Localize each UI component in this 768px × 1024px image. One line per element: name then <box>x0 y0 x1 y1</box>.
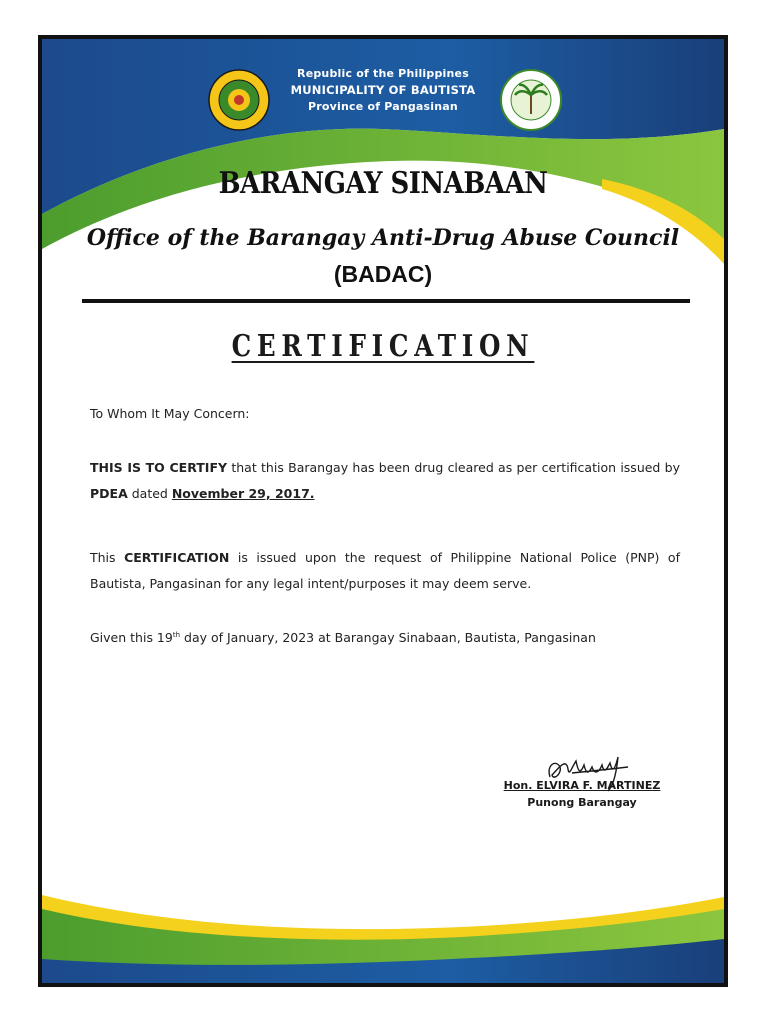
clearance-date: November 29, 2017. <box>171 486 315 501</box>
paragraph-certify <box>90 455 680 507</box>
barangay-title: BARANGAY SINABAAN <box>218 166 548 202</box>
paragraph-given <box>90 625 680 651</box>
given-sup: th <box>172 630 181 639</box>
certify-text: that this Barangay has been drug cleared as per certification issued by <box>227 460 680 475</box>
paragraph-request <box>90 545 680 597</box>
office-title: Office of the Barangay Anti-Drug Abuse Council <box>86 225 680 251</box>
certification-heading <box>103 329 662 364</box>
request-pre: This <box>90 550 125 565</box>
certificate-frame <box>38 35 728 987</box>
signatory-title: Punong Barangay <box>527 796 637 809</box>
header-divider <box>82 299 690 303</box>
request-text: is issued upon the request of Philippine National Police (PNP) of Bautista, Pangasinan for any legal intent/purposes it may deem serve. <box>90 550 680 591</box>
salutation: To Whom It May Concern: <box>90 406 250 421</box>
signatory-block <box>482 779 682 809</box>
province-line: Province of Pangasinan <box>308 100 458 113</box>
badac-acronym: (BADAC) <box>333 261 433 287</box>
request-bold: CERTIFICATION <box>124 550 230 565</box>
given-text: day of January, 2023 at Barangay Sinabaan, Bautista, Pangasinan <box>180 630 596 645</box>
dated-word: dated <box>127 486 172 501</box>
certify-lead: THIS IS TO CERTIFY <box>90 460 228 475</box>
republic-line: Republic of the Philippines <box>297 67 469 80</box>
certification-heading-text: CERTIFICATION <box>231 329 535 364</box>
given-pre: Given this 19 <box>90 630 173 645</box>
signatory-name: Hon. ELVIRA F. MARTINEZ <box>503 779 661 792</box>
municipality-line: MUNICIPALITY OF BAUTISTA <box>290 83 476 97</box>
agency-name: PDEA <box>90 486 128 501</box>
